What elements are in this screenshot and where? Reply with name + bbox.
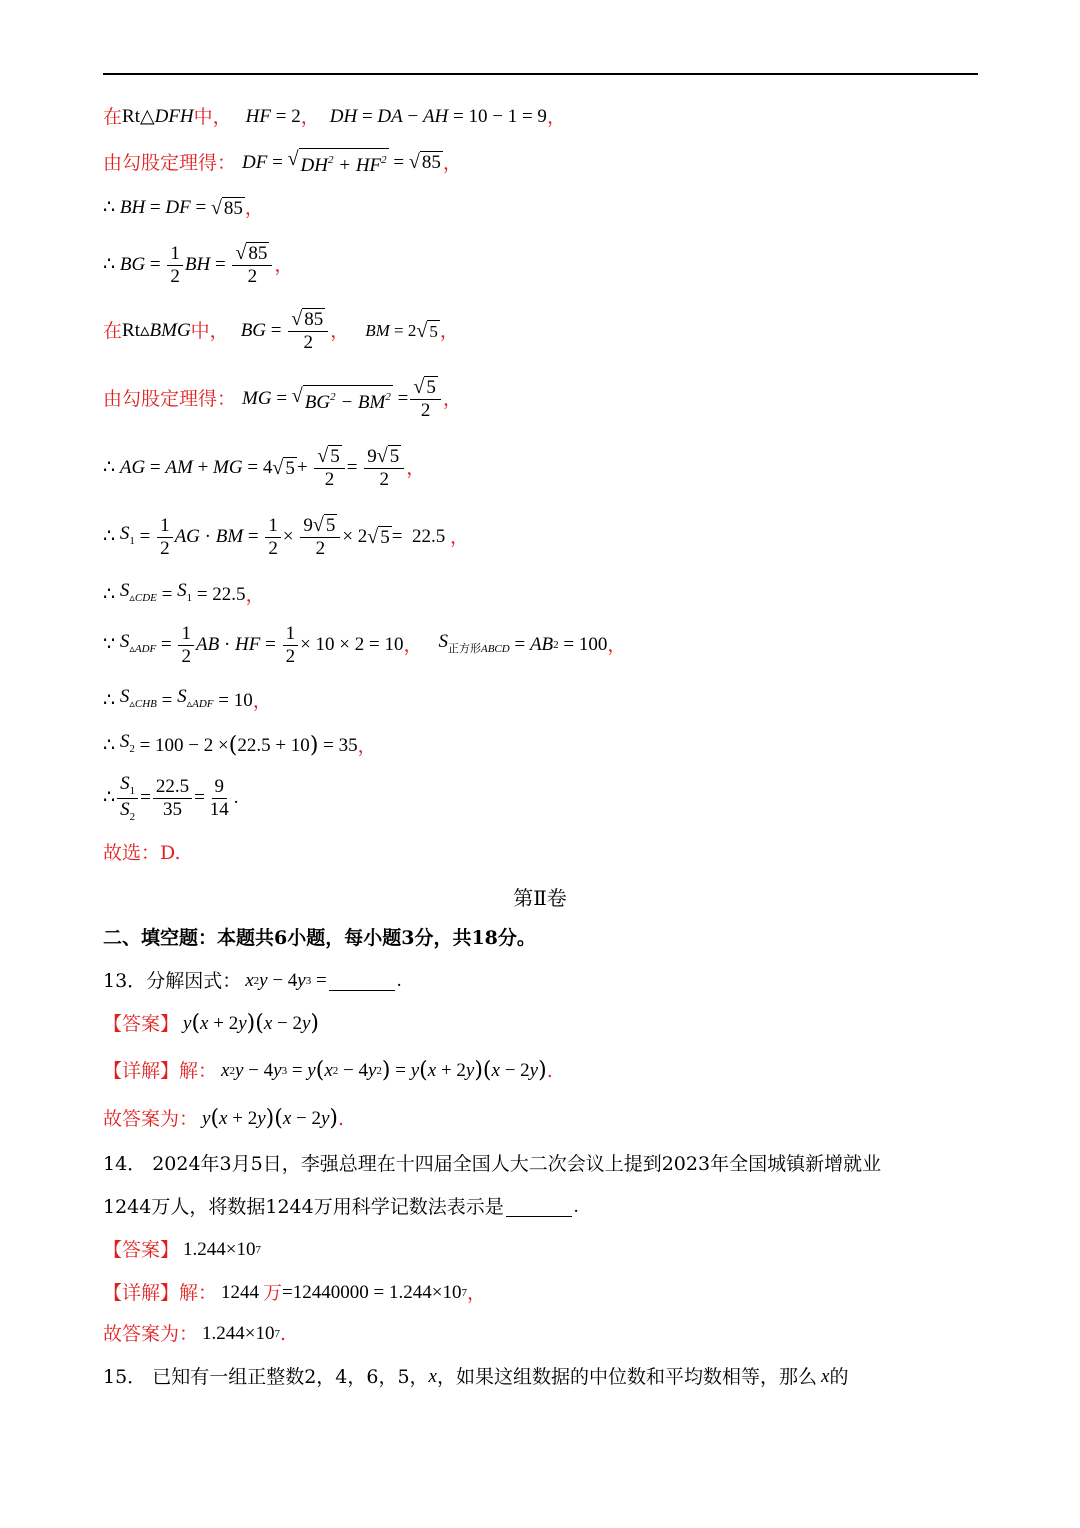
solution-line-8: ∴ $S_1$ = $\frac{1}{2}$ AG · BM = $\frac{1}{2}$ × 9 √ 5 2 × 2 √ 5 = 22.5 ，	[103, 514, 470, 560]
answer-blank	[329, 972, 395, 991]
choice-conclusion: 故选：D.	[103, 842, 181, 864]
answer-blank	[506, 1198, 572, 1217]
question-14-line-1: 14． 2024年3月5日，李强总理在十四届全国人大二次会议上提到2023年全国城镇新增就业	[103, 1150, 881, 1178]
q13-final: 故答案为： y ( x + 2 y )( x − 2 y ) .	[103, 1106, 345, 1131]
solution-line-6: 由勾股定理得： MG = √ $BG^2 - BM^2$ = √ 5 2 ，	[103, 376, 462, 422]
solution-line-2: 由勾股定理得： DF = √ $DH^2 + HF^2$ = √ 85 ，	[103, 148, 462, 176]
q14-detail: 【详解】 解： 1244 万 =12440000 = 1.244×10 7 ，	[103, 1282, 486, 1304]
solution-line-9: ∴ $S_{▵CDE}$ = $S_1$ = 22.5 ，	[103, 580, 265, 606]
question-13: 13． 分解因式： x 2 y − 4 y 3 = .	[103, 967, 401, 995]
q14-answer: 【答案】 1.244×10 7	[103, 1239, 261, 1261]
solution-line-12: ∴ $S_2$ = 100 − 2 × ( 22.5 + 10 ) = 35 ，	[103, 731, 377, 758]
question-number: 13．	[103, 970, 147, 992]
solution-line-4: ∴ BG = $\frac{1}{2}$ BH = √ 85 2 ，	[103, 242, 294, 288]
question-number: 15．	[103, 1366, 147, 1388]
solution-line-7: ∴ AG = AM + MG = 4 √ 5 + √ 5 2 = 9 √ 5 2 ，	[103, 445, 426, 491]
solution-line-10: ∵ $S_{▵ADF}$ = $\frac{1}{2}$ AB · HF = $\frac{1}{2}$ × 10 × 2 = 10 ， $S_{正方形ABCD}$ = AB 2 = 100 ，	[103, 622, 627, 667]
solution-line-11: ∴ $S_{▵CHB}$ = $S_{▵ADF}$ = 10 ，	[103, 686, 272, 712]
solution-line-5: 在 Rt▵ BMG 中， BG = √ 85 2 ， BM = 2 √ 5 ，	[103, 308, 459, 354]
question-14-line-2: 1244万人，将数据1244万用科学记数法表示是 .	[103, 1196, 579, 1218]
question-number: 14．	[103, 1153, 147, 1175]
section-title: 第Ⅱ卷	[513, 886, 567, 910]
solution-line-3: ∴ BH = DF = √ 85 ，	[103, 196, 264, 219]
q14-final: 故答案为： 1.244×10 7 .	[103, 1323, 287, 1345]
question-15: 15． 已知有一组正整数2，4，6，5， x ，如果这组数据的中位数和平均数相等，那么 x 的	[103, 1363, 848, 1391]
solution-line-13: ∴ $\frac{S_1}{S_2}$ = $\frac{22.5}{35}$ = $\frac{9}{14}$ .	[103, 772, 239, 823]
q13-answer: 【答案】 y ( x + 2 y )( x − 2 y )	[103, 1011, 319, 1036]
top-rule	[103, 73, 978, 75]
section-heading: 二、填空题：本题共6小题，每小题3分，共18分。	[103, 927, 536, 949]
solution-line-1: 在 Rt△ DFH 中， HF = 2 ， DH = DA − AH = 10 − 1 = 9 ，	[103, 106, 566, 128]
q13-detail: 【详解】 解： x 2 y − 4 y 3 = y ( x 2 − 4 y 2 ) = y ( x + 2 y )( x − 2 y ) .	[103, 1058, 553, 1083]
